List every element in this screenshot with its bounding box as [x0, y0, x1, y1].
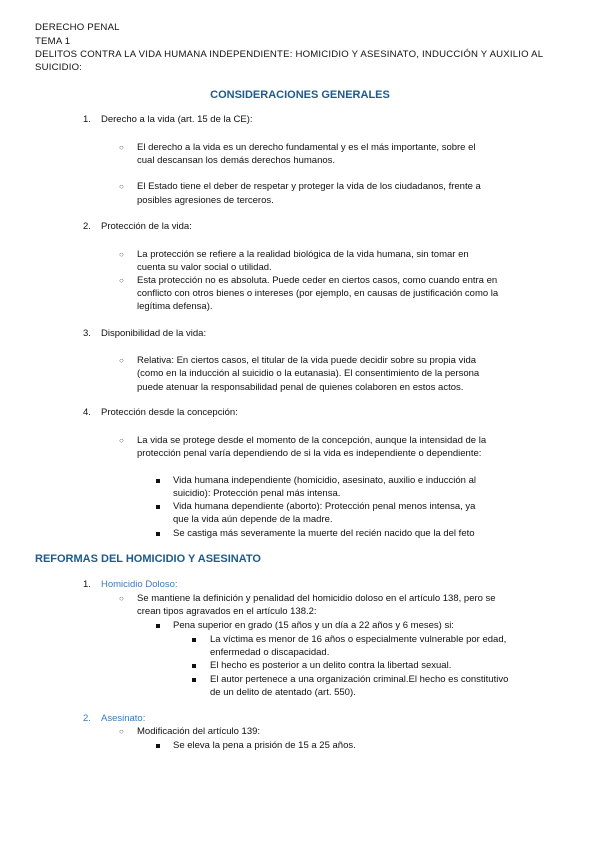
circle-bullet-icon: ○ — [119, 143, 124, 152]
bullet-text: El Estado tiene el deber de respetar y proteger la vida de los ciudadanos, frente a — [137, 181, 481, 192]
topic-title: DELITOS CONTRA LA VIDA HUMANA INDEPENDIENTE: HOMICIDIO Y ASESINATO, INDUCCIÓN Y AUXILIO AL — [35, 49, 544, 60]
bullet-text: Se mantiene la definición y penalidad del homicidio doloso en el artículo 138, pero se — [137, 593, 496, 604]
circle-bullet-icon: ○ — [119, 727, 124, 736]
circle-bullet-icon: ○ — [119, 594, 124, 603]
square-bullet-icon — [156, 479, 160, 483]
sub-bullet-text: Se castiga más severamente la muerte del recién nacido que la del feto — [173, 528, 475, 539]
square-bullet-icon — [156, 532, 160, 536]
section-title-reformas: REFORMAS DEL HOMICIDIO Y ASESINATO — [35, 553, 261, 565]
topic-title-cont: SUICIDIO: — [35, 62, 83, 73]
bullet-text: crean tipos agravados en el artículo 138.2: — [137, 606, 317, 617]
bullet-text: cual descansan los demás derechos humanos. — [137, 155, 336, 166]
bullet-text: La vida se protege desde el momento de la concepción, aunque la intensidad de la — [137, 435, 487, 446]
sub-bullet-text: que la vida aún depende de la madre. — [173, 514, 333, 525]
square-bullet-icon — [156, 744, 160, 748]
square-bullet-icon — [156, 624, 160, 628]
sub-bullet-text: Vida humana dependiente (aborto): Protección penal menos intensa, ya — [173, 501, 476, 512]
subsub-bullet-text: enfermedad o discapacidad. — [210, 647, 330, 658]
topic-number: TEMA 1 — [35, 36, 71, 47]
bullet-text: protección penal varía dependiendo de si la vida es independiente o dependiente: — [137, 448, 482, 459]
subsub-bullet-text: El hecho es posterior a un delito contra la libertad sexual. — [210, 660, 452, 671]
subsub-bullet-text: El autor pertenece a una organización criminal.El hecho es constitutivo — [210, 674, 509, 685]
list-number: 1. — [83, 579, 91, 590]
item-heading-asesinato: Asesinato: — [101, 713, 146, 724]
item-heading-homicidio: Homicidio Doloso: — [101, 579, 178, 590]
list-number: 2. — [83, 221, 91, 232]
subsub-bullet-text: La víctima es menor de 16 años o especialmente vulnerable por edad, — [210, 634, 507, 645]
item-heading: Protección de la vida: — [101, 221, 192, 232]
bullet-text: posibles agresiones de terceros. — [137, 195, 274, 206]
sub-bullet-text: suicidio): Protección penal más intensa. — [173, 488, 341, 499]
list-number: 1. — [83, 114, 91, 125]
circle-bullet-icon: ○ — [119, 356, 124, 365]
list-number: 2. — [83, 713, 91, 724]
sub-bullet-text: Vida humana independiente (homicidio, asesinato, auxilio e inducción al — [173, 475, 476, 486]
bullet-text: La protección se refiere a la realidad biológica de la vida humana, sin tomar en — [137, 249, 469, 260]
square-bullet-icon — [192, 678, 196, 682]
item-heading: Protección desde la concepción: — [101, 407, 238, 418]
bullet-text: Relativa: En ciertos casos, el titular de la vida puede decidir sobre su propia vida — [137, 355, 477, 366]
bullet-text: Modificación del artículo 139: — [137, 726, 261, 737]
square-bullet-icon — [156, 505, 160, 509]
sub-bullet-text: Se eleva la pena a prisión de 15 a 25 años. — [173, 740, 356, 751]
item-heading: Derecho a la vida (art. 15 de la CE): — [101, 114, 253, 125]
bullet-text: Esta protección no es absoluta. Puede ceder en ciertos casos, como cuando entra en — [137, 275, 498, 286]
bullet-text: El derecho a la vida es un derecho fundamental y es el más importante, sobre el — [137, 142, 476, 153]
circle-bullet-icon: ○ — [119, 276, 124, 285]
section-title-consideraciones: CONSIDERACIONES GENERALES — [210, 89, 390, 101]
bullet-text: (como en la inducción al suicidio o la eutanasia). El consentimiento de la persona — [137, 368, 480, 379]
square-bullet-icon — [192, 638, 196, 642]
circle-bullet-icon: ○ — [119, 182, 124, 191]
bullet-text: puede atenuar la responsabilidad penal de quienes colaboren en estos actos. — [137, 382, 464, 393]
circle-bullet-icon: ○ — [119, 436, 124, 445]
bullet-text: legítima defensa). — [137, 301, 213, 312]
square-bullet-icon — [192, 664, 196, 668]
sub-bullet-text: Pena superior en grado (15 años y un día a 22 años y 6 meses) si: — [173, 620, 454, 631]
circle-bullet-icon: ○ — [119, 250, 124, 259]
item-heading: Disponibilidad de la vida: — [101, 328, 207, 339]
bullet-text: cuenta su valor social o utilidad. — [137, 262, 272, 273]
subsub-bullet-text: de un delito de atentado (art. 550). — [210, 687, 356, 698]
list-number: 4. — [83, 407, 91, 418]
bullet-text: conflicto con otros bienes o intereses (por ejemplo, en causas de justificación como la — [137, 288, 499, 299]
course-title: DERECHO PENAL — [35, 22, 120, 33]
list-number: 3. — [83, 328, 91, 339]
